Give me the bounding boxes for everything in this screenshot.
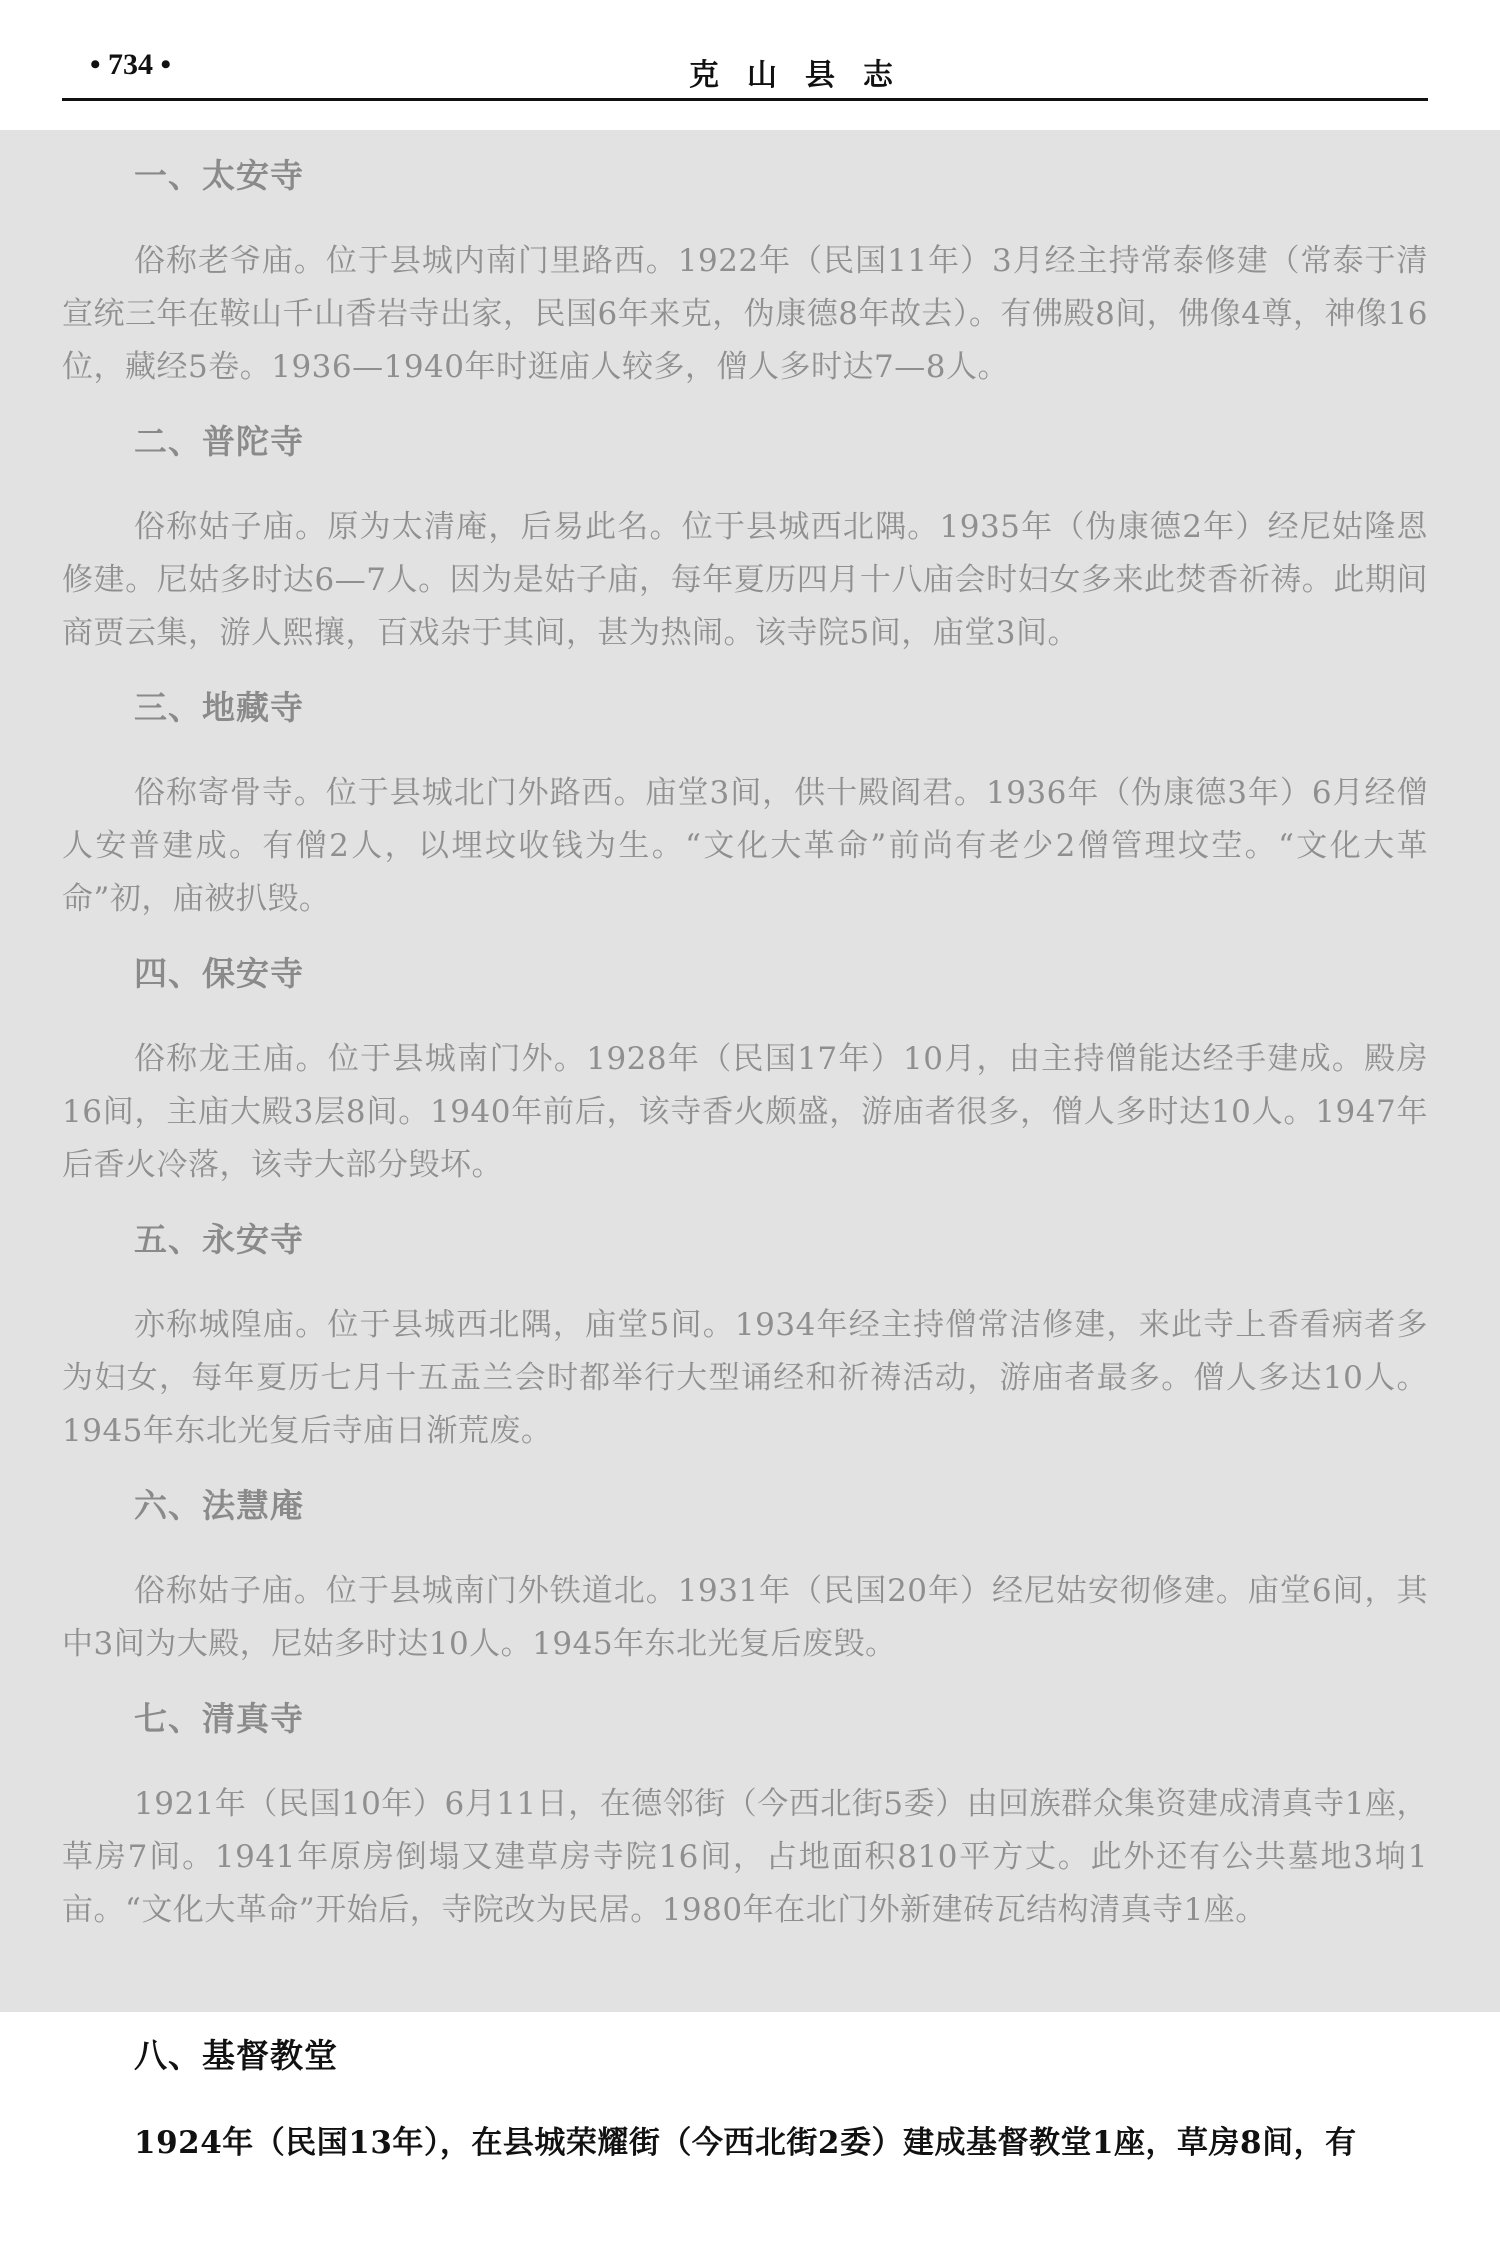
section-body: 1921年（民国10年）6月11日，在德邻街（今西北街5委）由回族群众集资建成清真寺1座，草房7间。1941年原房倒塌又建草房寺院16间，占地面积810平方丈。此外还有公共墓地3垧1亩。“文化大革命”开始后，寺院改为民居。1980年在北门外新建砖瓦结构清真寺1座。 bbox=[62, 1786, 1428, 1928]
running-title: 克山县志 bbox=[689, 58, 921, 93]
section-dizang-temple bbox=[62, 682, 1428, 926]
section-heading: 八、基督教堂 bbox=[134, 2036, 338, 2075]
section-christian-church bbox=[62, 2030, 1428, 2170]
section-body: 俗称姑子庙。位于县城南门外铁道北。1931年（民国20年）经尼姑安彻修建。庙堂6间，其中3间为大殿，尼姑多时达10人。1945年东北光复后废毁。 bbox=[62, 1573, 1428, 1662]
header-rule bbox=[62, 98, 1428, 101]
section-heading: 五、永安寺 bbox=[134, 1220, 304, 1259]
section-heading: 四、保安寺 bbox=[134, 954, 304, 993]
section-yongan-temple bbox=[62, 1214, 1428, 1458]
section-body: 俗称姑子庙。原为太清庵，后易此名。位于县城西北隅。1935年（伪康德2年）经尼姑隆恩修建。尼姑多时达6—7人。因为是姑子庙，每年夏历四月十八庙会时妇女多来此焚香祈祷。此期间商贾云集，游人熙攘，百戏杂于其间，甚为热闹。该寺院5间，庙堂3间。 bbox=[62, 509, 1428, 651]
section-heading: 三、地藏寺 bbox=[134, 688, 304, 727]
section-heading: 七、清真寺 bbox=[134, 1699, 304, 1738]
section-putuo-temple bbox=[62, 416, 1428, 660]
section-body: 1924年（民国13年），在县城荣耀街（今西北街2委）建成基督教堂1座，草房8间，有 bbox=[134, 2125, 1357, 2161]
section-body: 俗称寄骨寺。位于县城北门外路西。庙堂3间，供十殿阎君。1936年（伪康德3年）6月经僧人安普建成。有僧2人，以埋坟收钱为生。“文化大革命”前尚有老少2僧管理坟茔。“文化大革命”初，庙被扒毁。 bbox=[62, 775, 1428, 917]
section-body: 俗称龙王庙。位于县城南门外。1928年（民国17年）10月，由主持僧能达经手建成。殿房16间，主庙大殿3层8间。1940年前后，该寺香火颇盛，游庙者很多，僧人多时达10人。1947年后香火冷落，该寺大部分毁坏。 bbox=[62, 1041, 1428, 1183]
section-heading: 六、法慧庵 bbox=[134, 1486, 304, 1525]
section-fahui-nunnery bbox=[62, 1480, 1428, 1671]
section-body: 俗称老爷庙。位于县城内南门里路西。1922年（民国11年）3月经主持常泰修建（常泰于清宣统三年在鞍山千山香岩寺出家，民国6年来克，伪康德8年故去）。有佛殿8间，佛像4尊，神像16位，藏经5卷。1936—1940年时逛庙人较多，僧人多时达7—8人。 bbox=[62, 243, 1428, 385]
section-heading: 二、普陀寺 bbox=[134, 422, 304, 461]
page-number: • 734 • bbox=[90, 48, 172, 81]
section-mosque bbox=[62, 1693, 1428, 1937]
page-header bbox=[62, 40, 1428, 102]
section-taian-temple bbox=[62, 150, 1428, 394]
main-content bbox=[62, 150, 1428, 1959]
section-baoan-temple bbox=[62, 948, 1428, 1192]
section-heading: 一、太安寺 bbox=[134, 156, 304, 195]
section-body: 亦称城隍庙。位于县城西北隅，庙堂5间。1934年经主持僧常洁修建，来此寺上香看病者多为妇女，每年夏历七月十五盂兰会时都举行大型诵经和祈祷活动，游庙者最多。僧人多达10人。1945年东北光复后寺庙日渐荒废。 bbox=[62, 1307, 1428, 1449]
